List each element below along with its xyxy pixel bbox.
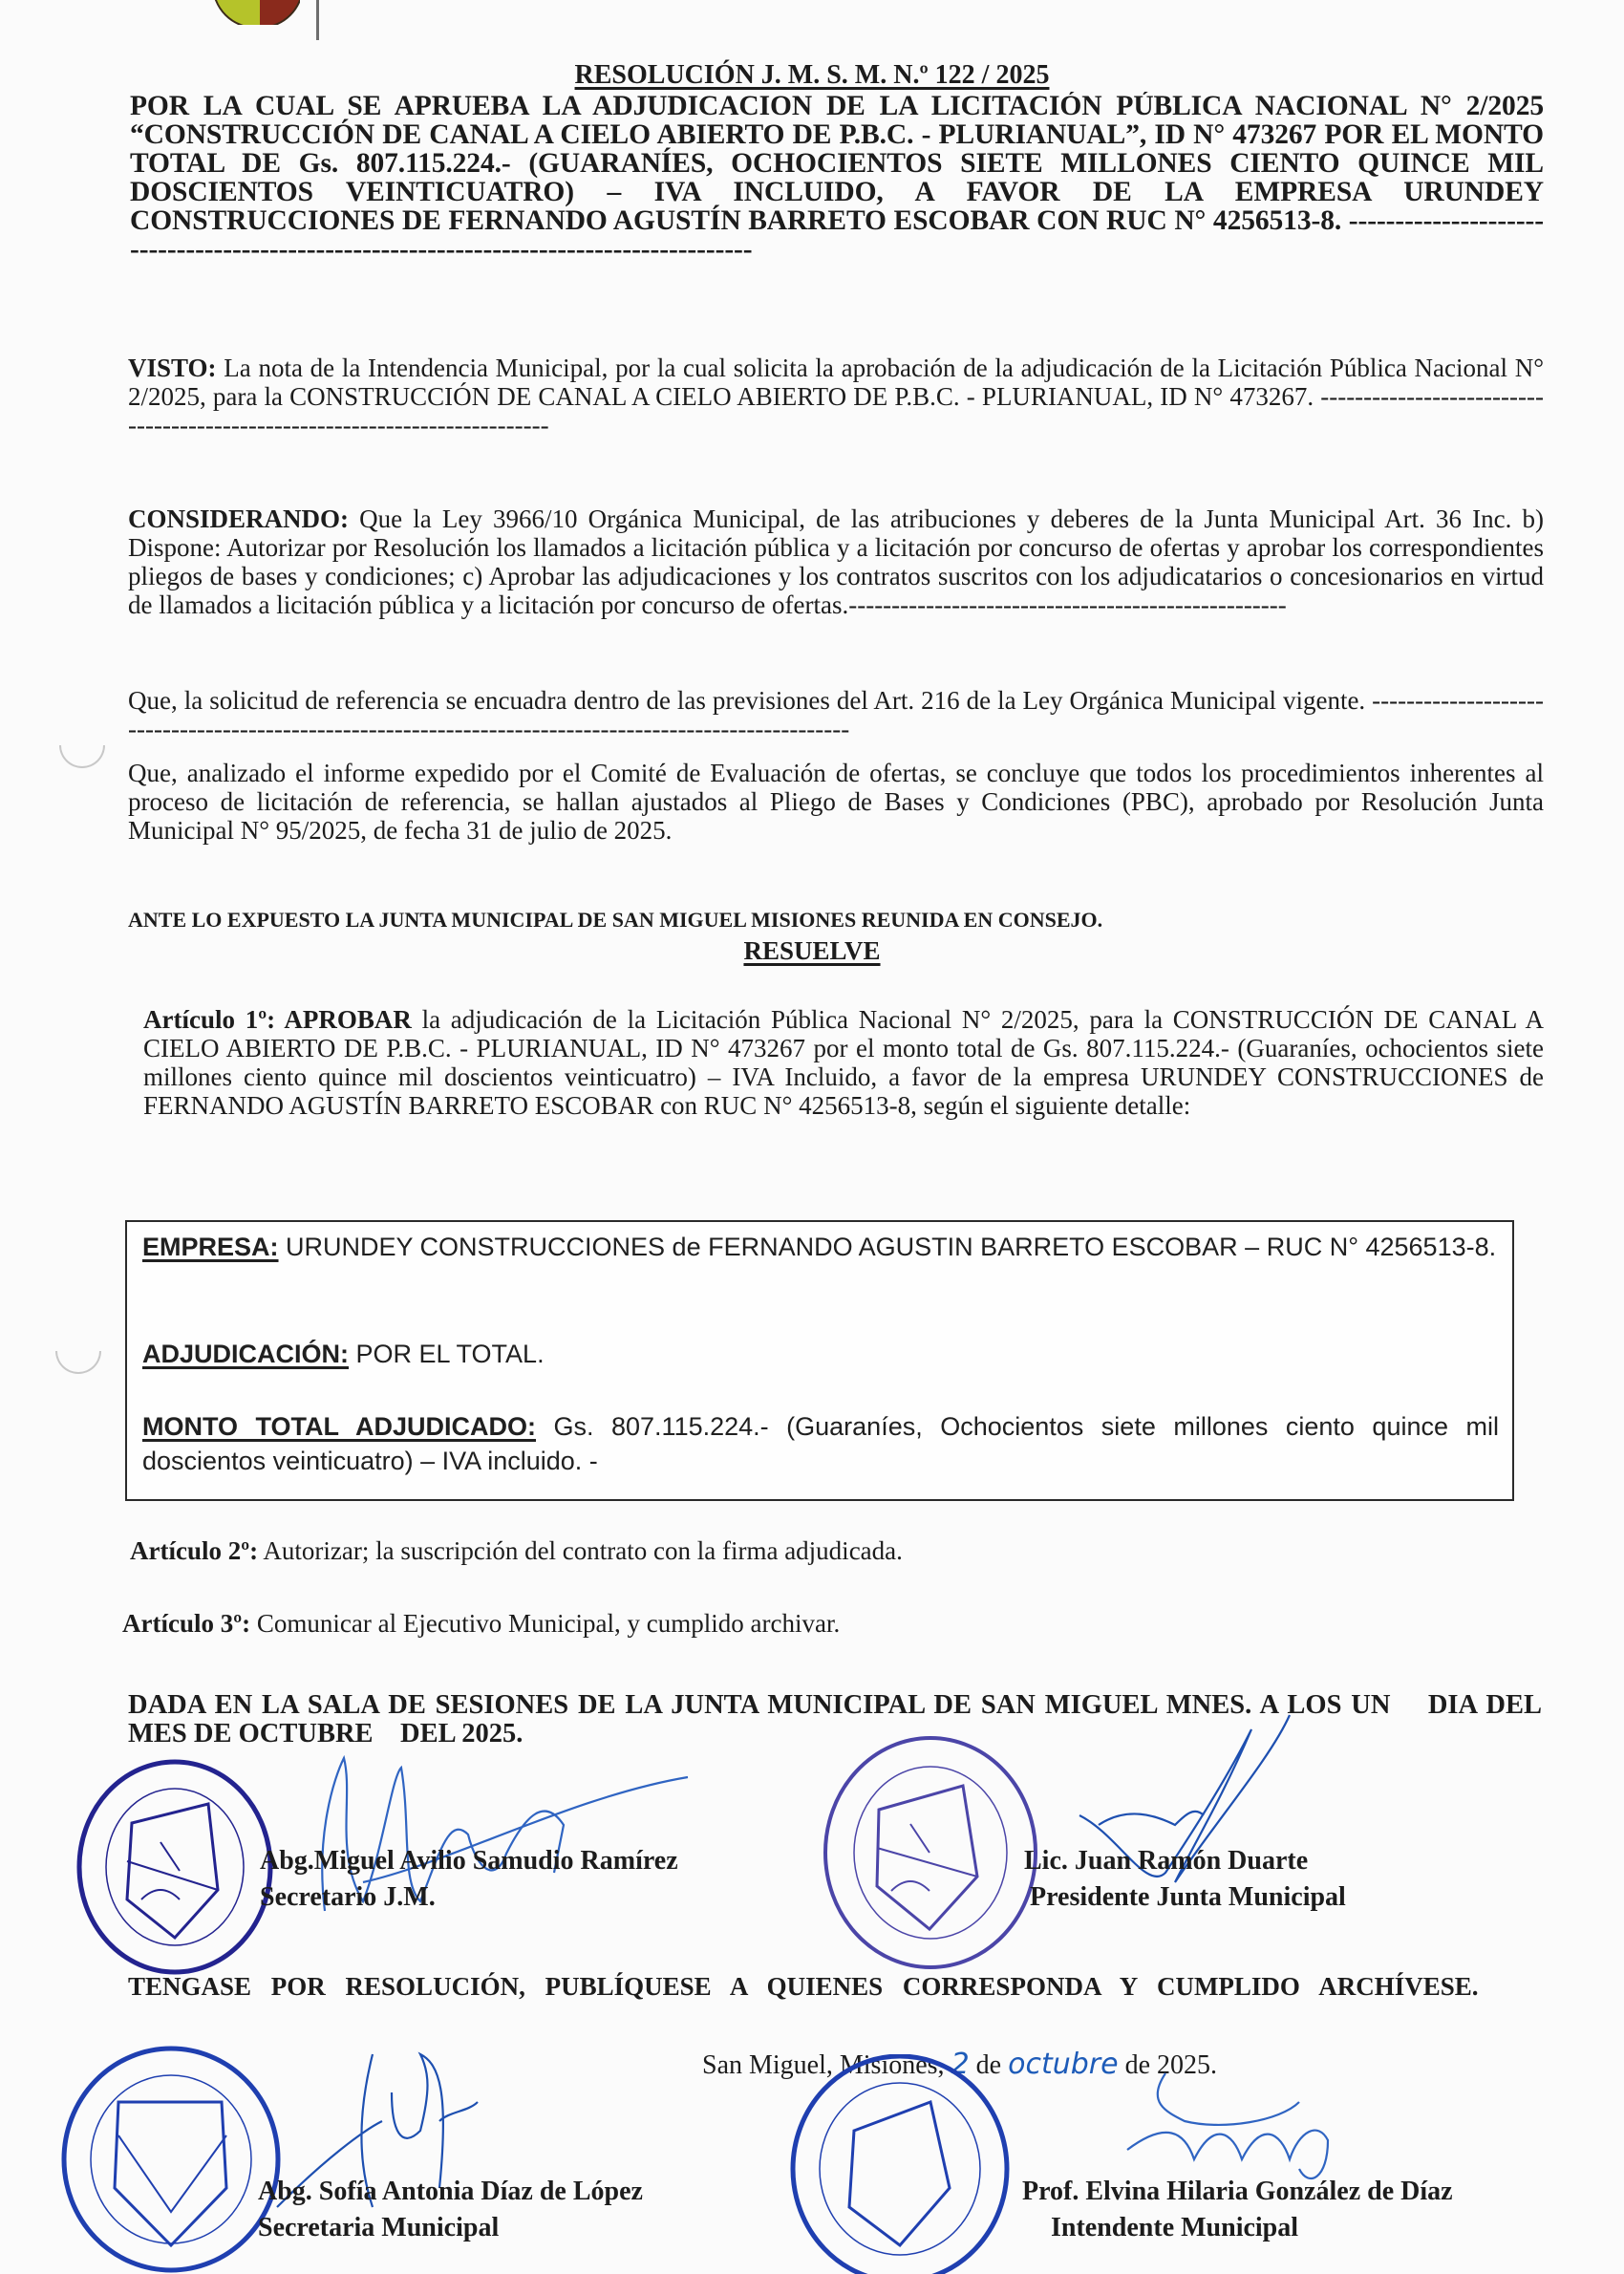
signatory-name-intendente: Prof. Elvina Hilaria González de Díaz bbox=[1022, 2177, 1453, 2206]
considerando-que-2: Que, analizado el informe expedido por el Comité de Evaluación de ofertas, se concluye que todos los procedimientos inherentes al proceso de licitación de referencia, se hallan ajustados al Pliego de Bases y Condiciones (PBC), aprobado por Resolución Junta Municipal N° 95/2025, de fecha 31 de julio de 2025. bbox=[128, 759, 1544, 845]
signatory-name-secretario-jm: Abg.Miguel Avilio Samudio Ramírez bbox=[260, 1846, 678, 1876]
place-text: San Miguel, Misiones, bbox=[702, 2050, 945, 2080]
considerando-paragraph bbox=[128, 504, 1544, 650]
empresa-label: EMPRESA: bbox=[142, 1233, 279, 1261]
punch-hole-icon bbox=[59, 745, 105, 768]
articulo-1-verb: APROBAR bbox=[275, 1005, 412, 1034]
adjudicacion-label: ADJUDICACIÓN: bbox=[142, 1340, 349, 1368]
empresa-row bbox=[142, 1230, 1499, 1264]
articulo-3 bbox=[122, 1609, 840, 1638]
signatory-role-presidente: Presidente Junta Municipal bbox=[1030, 1882, 1346, 1912]
year-text: de 2025. bbox=[1124, 2050, 1217, 2080]
considerando-label: CONSIDERANDO: bbox=[128, 504, 350, 533]
signatory-role-intendente: Intendente Municipal bbox=[1051, 2213, 1299, 2242]
monto-value: Gs. 807.115.224.- (Guaraníes, Ochocientos siete millones ciento quince mil doscientos veinticuatro) – IVA incluido. - bbox=[142, 1412, 1499, 1475]
visto-text: La nota de la Intendencia Municipal, por la cual solicita la aprobación de la adjudicación de la Licitación Pública Nacional N° 2/2025, para la CONSTRUCCIÓN DE CANAL A CIELO ABIERTO DE P.B.C. - PLURIANUAL, ID N° 473267. --------------------------------------------------------------------------- bbox=[128, 354, 1544, 440]
resolution-heading: POR LA CUAL SE APRUEBA LA ADJUDICACION DE LA LICITACIÓN PÚBLICA NACIONAL N° 2/2025 “CONSTRUCCIÓN DE CANAL A CIELO ABIERTO DE P.B.C. - PLURIANUAL”, ID N° 473267 POR EL MONTO TOTAL DE Gs. 807.115.224.- (GUARANÍES, OCHOCIENTOS SIETE MILLONES CIENTO QUINCE MIL DOSCIENTOS VEINTICUATRO) – IVA INCLUIDO, A FAVOR DE LA EMPRESA URUNDEY CONSTRUCCIONES DE FERNANDO AGUSTÍN BARRETO ESCOBAR CON RUC N° 4256513-8. ---------------------------------------------------------------------------------------- bbox=[130, 92, 1544, 265]
articulo-3-label: Artículo 3º: bbox=[122, 1609, 251, 1638]
handwritten-day: 2 bbox=[951, 2048, 970, 2081]
de-text: de bbox=[975, 2050, 1002, 2080]
articulo-1 bbox=[143, 1005, 1544, 1179]
resolution-title: RESOLUCIÓN J. M. S. M. N.º 122 / 2025 bbox=[574, 60, 1050, 90]
monto-row bbox=[142, 1409, 1499, 1478]
signatory-name-secretaria-municipal: Abg. Sofía Antonia Díaz de López bbox=[258, 2177, 643, 2206]
monto-label: MONTO TOTAL ADJUDICADO: bbox=[142, 1412, 536, 1441]
stamp-intendencia bbox=[787, 2054, 1013, 2274]
signatory-name-presidente: Lic. Juan Ramón Duarte bbox=[1024, 1846, 1309, 1876]
resuelve-heading: RESUELVE bbox=[743, 936, 881, 965]
dada-en-la-sala: DADA EN LA SALA DE SESIONES DE LA JUNTA MUNICIPAL DE SAN MIGUEL MNES. A LOS UN DIA DEL MES DE OCTUBRE DEL 2025. bbox=[128, 1690, 1549, 1748]
adjudicacion-row bbox=[142, 1337, 1499, 1371]
articulo-3-text: Comunicar al Ejecutivo Municipal, y cumplido archivar. bbox=[250, 1609, 841, 1638]
empresa-value: URUNDEY CONSTRUCCIONES de FERNANDO AGUSTIN BARRETO ESCOBAR – RUC N° 4256513-8. bbox=[278, 1233, 1497, 1261]
stamp-secretaria-junta bbox=[75, 1756, 275, 1978]
ante-lo-expuesto: ANTE LO EXPUESTO LA JUNTA MUNICIPAL DE SAN MIGUEL MISIONES REUNIDA EN CONSEJO. bbox=[128, 908, 1103, 932]
adjudicacion-value: POR EL TOTAL. bbox=[349, 1340, 545, 1368]
considerando-que-1: Que, la solicitud de referencia se encuadra dentro de las previsiones del Art. 216 de la Ley Orgánica Municipal vigente. -------------------------------------------------------------------------------------------------------- bbox=[128, 686, 1544, 743]
header-divider bbox=[316, 0, 319, 40]
articulo-2 bbox=[130, 1536, 903, 1565]
stamp-secretaria-municipal bbox=[59, 2045, 283, 2274]
tengase-por-resolucion: TENGASE POR RESOLUCIÓN, PUBLÍQUESE A QUIENES CORRESPONDA Y CUMPLIDO ARCHÍVESE. bbox=[128, 1972, 1479, 2001]
articulo-2-text: Autorizar; la suscripción del contrato con la firma adjudicada. bbox=[258, 1536, 903, 1565]
visto-paragraph bbox=[128, 354, 1544, 441]
considerando-text: Que la Ley 3966/10 Orgánica Municipal, de las atribuciones y deberes de la Junta Municipal Art. 36 Inc. b) Dispone: Autorizar por Resolución los llamados a licitación pública y a licitación por concurso de ofertas y aprobar los correspondientes pliegos de bases y condiciones; c) Aprobar las adjudicaciones y los contratos suscritos con los adjudicatarios o concesionarios en virtud de llamados a licitación pública y a licitación por concurso de ofertas.--------------------------------------------------- bbox=[128, 504, 1544, 619]
visto-label: VISTO: bbox=[128, 354, 217, 382]
municipal-crest-icon bbox=[212, 0, 300, 25]
handwritten-month: octubre bbox=[1008, 2048, 1119, 2081]
punch-hole-icon bbox=[55, 1351, 101, 1374]
signatory-role-secretaria-municipal: Secretaria Municipal bbox=[258, 2213, 500, 2242]
articulo-1-text: la adjudicación de la Licitación Pública Nacional N° 2/2025, para la CONSTRUCCIÓN DE CANAL A CIELO ABIERTO DE P.B.C. - PLURIANUAL, ID N° 473267 por el monto total de Gs. 807.115.224.- (Guaraníes, ochocientos siete millones ciento quince mil doscientos veinticuatro) – IVA Incluido, a favor de la empresa URUNDEY CONSTRUCCIONES de FERNANDO AGUSTÍN BARRETO ESCOBAR con RUC N° 4256513-8, según el siguiente detalle: bbox=[143, 1005, 1544, 1120]
signatory-role-secretario-jm: Secretario J.M. bbox=[260, 1882, 436, 1912]
articulo-1-label: Artículo 1º: bbox=[143, 1005, 276, 1034]
articulo-2-label: Artículo 2º: bbox=[130, 1536, 259, 1565]
stamp-presidencia-junta bbox=[820, 1733, 1041, 1972]
adjudication-detail-box bbox=[125, 1220, 1514, 1501]
